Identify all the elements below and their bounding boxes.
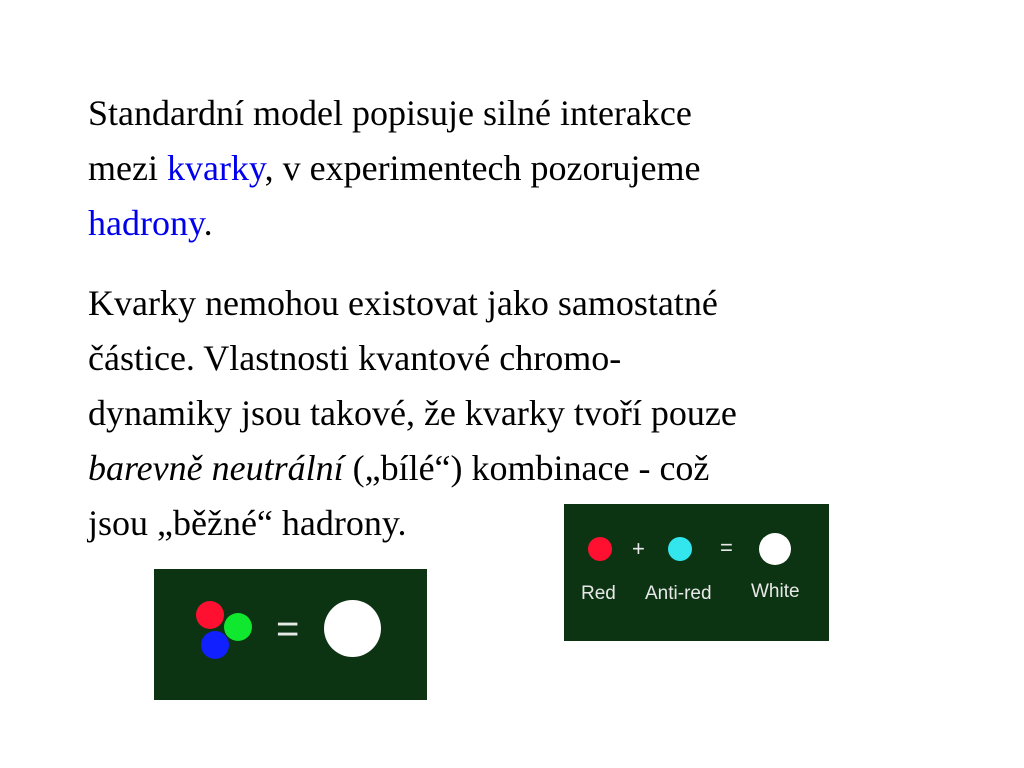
label-antired: Anti-red [645,583,712,604]
p2-line3: dynamiky jsou takové, že kvarky tvoří pouze [88,393,737,433]
p2-line4-end: („bílé“) kombinace - což [343,448,710,488]
green-quark-dot [224,613,252,641]
label-red: Red [581,583,616,604]
term-kvarky: kvarky [166,148,265,188]
blue-quark-dot [201,631,229,659]
equals-symbol: = [276,607,300,651]
equals-symbol: = [720,535,733,560]
white-dot [759,533,791,565]
p1-line2-end: , v experimentech pozorujeme [264,148,701,188]
label-white: White [751,581,800,602]
figure-color-anticolor [564,504,829,641]
antired-dot [668,537,692,561]
term-hadrony: hadrony [88,203,204,243]
p1-line2-start: mezi [88,148,167,188]
p2-line5: jsou „běžné“ hadrony. [88,503,407,543]
p2-line1: Kvarky nemohou existovat jako samostatné [88,283,718,323]
white-result-dot [324,600,381,657]
red-dot [588,537,612,561]
paragraph-standard-model [88,86,700,251]
red-quark-dot [196,601,224,629]
plus-symbol: + [632,536,645,561]
figure-color-combination [154,569,427,700]
p1-line3-end: . [203,203,213,243]
p1-line1: Standardní model popisuje silné interakce [88,93,692,133]
p2-line2: částice. Vlastnosti kvantové chromo- [88,338,622,378]
term-barevne-neutralni: barevně neutrální [88,448,344,488]
